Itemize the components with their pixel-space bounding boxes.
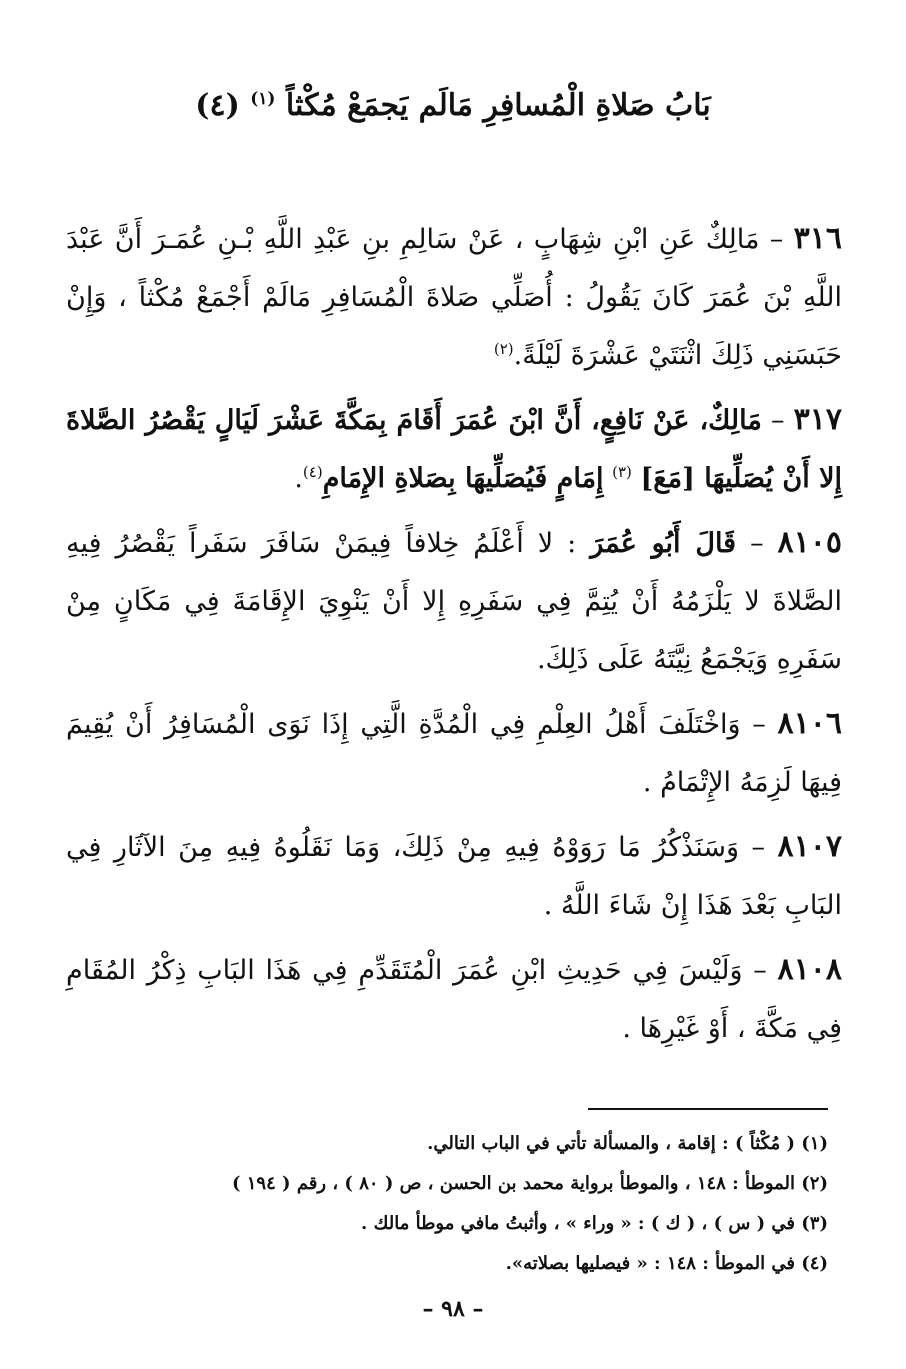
main-text <box>66 210 842 1064</box>
footnote-divider <box>588 1108 828 1110</box>
paragraph-8105 <box>66 514 842 689</box>
footnote-1: (١) ( مُكْثاً ) : إقامة ، والمسألة تأتي في الباب التالي. <box>427 1133 828 1154</box>
paragraph-317 <box>66 391 842 508</box>
footnote-2: (٢) الموطأ : ١٤٨ ، والموطأ برواية محمد بن الحسن ، ص ( ٨٠ ) ، رقم ( ١٩٤ ) <box>231 1173 828 1194</box>
footnote-3: (٣) في ( س ) ، ( ك ) : « وراء » ، وأثبتُ مافي موطأ مالك . <box>361 1213 828 1234</box>
paragraph-number: ٣١٦ <box>793 221 842 256</box>
paragraph-lead: قَالَ أَبُو عُمَرَ <box>590 528 737 559</box>
paragraph-separator: – <box>753 955 767 986</box>
footnote-ref: (٤) <box>302 463 323 481</box>
paragraph-text: وَاخْتَلَفَ أَهْلُ العِلْمِ فِي الْمُدَّةِ الَّتِي إِذَا نَوَى الْمُسَافِرُ أَنْ يُقِيمَ فِيهَا لَزِمَهُ الإِتْمَامُ . <box>66 709 842 798</box>
paragraph-number: ٨١٠٨ <box>777 952 842 987</box>
paragraph-separator: – <box>769 224 784 255</box>
paragraph-number: ٨١٠٥ <box>777 525 842 560</box>
page-number: – ٩٨ – <box>422 1296 484 1322</box>
paragraph-text: : لا أَعْلَمُ خِلافاً فِيمَنْ سَافَرَ سَفَراً يَقْصُرُ فِيهِ الصَّلاةَ لا يَلْزَمُهُ أَنْ يُتِمَّ فِي سَفَرِهِ إِلا أَنْ يَنْوِيَ الإِقَامَةَ فِي مَكَانٍ مِنْ سَفَرِهِ وَيَجْمَعُ نِيَّتَهُ عَلَى ذَلِكَ. <box>66 528 842 675</box>
chapter-title-text: (٤) بَابُ صَلاةِ الْمُسافِرِ مَالَم يَجمَعْ مُكْثاً <box>195 88 711 123</box>
paragraph-text: مَالِكٌ عَنِ ابْنِ شِهَابٍ ، عَنْ سَالِمِ بنِ عَبْدِ اللَّهِ بْـنِ عُمَـرَ أَنَّ عَبْدَ اللَّهِ بْنَ عُمَرَ كَانَ يَقُولُ : أُصَلِّي صَلاةَ الْمُسَافِرِ مَالَمْ أَجْمَعْ مُكْثاً ، وَإِنْ حَبَسَنِي ذَلِكَ اثْنَتَيْ عَشْرَةَ لَيْلَةً. <box>66 224 842 371</box>
paragraph-text: وَسَنَذْكُرُ مَا رَوَوْهُ فِيهِ مِنْ ذَلِكَ، وَمَا نَقَلُوهُ فِيهِ مِنَ الآثَارِ فِي البَابِ بَعْدَ هَذَا إِنْ شَاءَ اللَّهُ . <box>66 832 842 921</box>
paragraph-316 <box>66 210 842 385</box>
paragraph-8107 <box>66 818 842 935</box>
paragraph-number: ٨١٠٧ <box>777 829 842 864</box>
footnote-4: (٤) في الموطأ : ١٤٨ : « فيصليها بصلاته». <box>505 1253 828 1274</box>
paragraph-separator: – <box>751 832 766 863</box>
paragraph-separator: – <box>771 405 785 436</box>
paragraph-number: ٣١٧ <box>793 402 842 437</box>
chapter-title <box>0 88 906 123</box>
paragraph-text-continued: إِمَامٍ فَيُصَلِّيهَا بِصَلاةِ الإِمَامِ <box>322 463 604 494</box>
paragraph-8108 <box>66 941 842 1058</box>
paragraph-text: مَالِكٌ، عَنْ نَافِعٍ، أَنَّ ابْنَ عُمَرَ أَقَامَ بِمَكَّةَ عَشْرَ لَيَالٍ يَقْصُرُ الصَّلاةَ إِلا أَنْ يُصَلِّيهَا [مَعَ] <box>66 405 842 494</box>
paragraph-separator: – <box>752 709 766 740</box>
paragraph-text-end: . <box>294 463 303 494</box>
paragraph-number: ٨١٠٦ <box>777 706 842 741</box>
footnote-ref: (٢) <box>493 340 514 358</box>
footnotes <box>160 1124 828 1284</box>
footnote-ref: (٣) <box>612 463 632 481</box>
paragraph-separator: – <box>750 528 764 559</box>
paragraph-text: وَلَيْسَ فِي حَدِيثِ ابْنِ عُمَرَ الْمُتَقَدِّمِ فِي هَذَا البَابِ ذِكْرُ المُقَامِ فِي مَكَّةَ ، أَوْ غَيْرِهَا . <box>66 955 842 1044</box>
paragraph-8106 <box>66 695 842 812</box>
chapter-title-footnote-ref: (١) <box>250 89 276 109</box>
